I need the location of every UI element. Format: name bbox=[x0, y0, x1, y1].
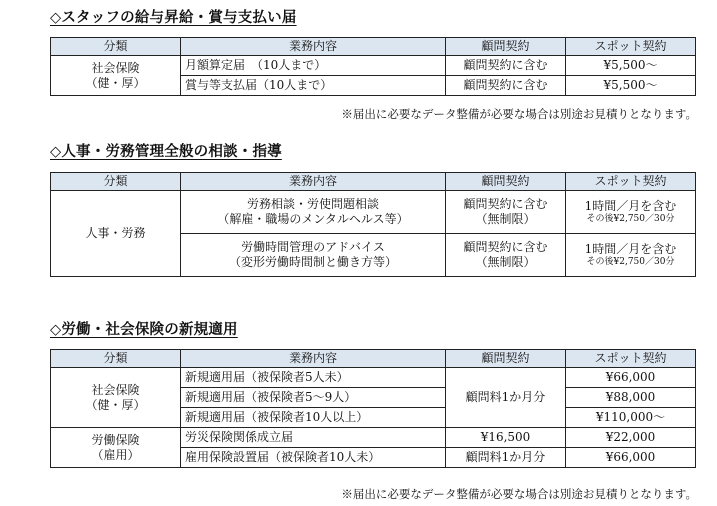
category-line1: 労働保険 bbox=[91, 432, 140, 447]
task-cell: 労災保険関係成立届 bbox=[181, 428, 446, 448]
task-cell bbox=[181, 191, 446, 234]
category-line1: 社会保険 bbox=[91, 382, 140, 397]
task-cell bbox=[181, 234, 446, 277]
spot-cell: ¥66,000 bbox=[566, 448, 696, 468]
spot-cell: ¥22,000 bbox=[566, 428, 696, 448]
salary-fee-table bbox=[50, 37, 696, 96]
category-line2: （雇用） bbox=[91, 447, 140, 462]
advisory-cell bbox=[446, 191, 566, 234]
task-cell: 賞与等支払届（10人まで） bbox=[181, 76, 446, 96]
footnote-data-preparation: ※届出に必要なデータ整備が必要な場合は別途お見積りとなります。 bbox=[341, 107, 697, 121]
spot-cell: ¥5,500～ bbox=[566, 56, 696, 76]
category-cell: 人事・労務 bbox=[51, 191, 181, 277]
spot-line2: その後¥2,750／30分 bbox=[586, 257, 675, 267]
task-cell: 月額算定届 （10人まで） bbox=[181, 56, 446, 76]
footnote-data-preparation: ※届出に必要なデータ整備が必要な場合は別途お見積りとなります。 bbox=[341, 487, 697, 501]
table-row bbox=[51, 428, 696, 448]
table-row bbox=[51, 56, 696, 76]
advisory-cell: 顧問契約に含む bbox=[446, 76, 566, 96]
spot-cell bbox=[566, 191, 696, 234]
header-spot: スポット契約 bbox=[566, 173, 696, 191]
section-title-consulting: ◇人事・労務管理全般の相談・指導 bbox=[50, 143, 282, 160]
spot-cell bbox=[566, 234, 696, 277]
header-advisory: 顧問契約 bbox=[446, 350, 566, 368]
header-category: 分類 bbox=[51, 350, 181, 368]
header-category: 分類 bbox=[51, 38, 181, 56]
section-title-salary: ◇スタッフの給与昇給・賞与支払い届 bbox=[50, 9, 297, 26]
advisory-cell: 顧問料1か月分 bbox=[446, 368, 566, 428]
advisory-line1: 顧問契約に含む bbox=[463, 197, 548, 211]
header-spot: スポット契約 bbox=[566, 350, 696, 368]
task-cell: 雇用保険設置届（被保険者10人未） bbox=[181, 448, 446, 468]
spot-cell: ¥110,000～ bbox=[566, 408, 696, 428]
task-line2: （変形労働時間制と働き方等） bbox=[228, 255, 397, 269]
category-line1: 社会保険 bbox=[91, 60, 140, 75]
task-line1: 労働時間管理のアドバイス bbox=[241, 240, 385, 254]
category-line2: （健・厚） bbox=[85, 75, 146, 90]
advisory-cell: 顧問契約に含む bbox=[446, 56, 566, 76]
task-cell: 新規適用届（被保険者5人未） bbox=[181, 368, 446, 388]
header-task: 業務内容 bbox=[181, 173, 446, 191]
category-cell bbox=[51, 368, 181, 428]
spot-cell: ¥66,000 bbox=[566, 368, 696, 388]
task-line1: 労務相談・労使問題相談 bbox=[246, 197, 379, 211]
spot-line2: その後¥2,750／30分 bbox=[586, 214, 675, 224]
table-header-row bbox=[51, 350, 696, 368]
header-category: 分類 bbox=[51, 173, 181, 191]
spot-cell: ¥88,000 bbox=[566, 388, 696, 408]
advisory-line2: （無制限） bbox=[475, 212, 536, 226]
task-line2: （解雇・職場のメンタルヘルス等） bbox=[217, 212, 409, 226]
table-row bbox=[51, 368, 696, 388]
header-task: 業務内容 bbox=[181, 38, 446, 56]
registration-fee-table bbox=[50, 349, 696, 468]
advisory-cell: 顧問料1か月分 bbox=[446, 448, 566, 468]
section-title-new-registration: ◇労働・社会保険の新規適用 bbox=[50, 321, 238, 338]
task-cell: 新規適用届（被保険者5～9人） bbox=[181, 388, 446, 408]
category-cell bbox=[51, 428, 181, 468]
spot-line1: 1時間／月を含む bbox=[584, 242, 677, 256]
advisory-line1: 顧問契約に含む bbox=[463, 240, 548, 254]
table-header-row bbox=[51, 38, 696, 56]
table-header-row bbox=[51, 173, 696, 191]
category-line2: （健・厚） bbox=[85, 397, 146, 412]
spot-cell: ¥5,500～ bbox=[566, 76, 696, 96]
header-advisory: 顧問契約 bbox=[446, 173, 566, 191]
header-task: 業務内容 bbox=[181, 350, 446, 368]
spot-line1: 1時間／月を含む bbox=[584, 199, 677, 213]
advisory-cell bbox=[446, 234, 566, 277]
task-cell: 新規適用届（被保険者10人以上） bbox=[181, 408, 446, 428]
header-advisory: 顧問契約 bbox=[446, 38, 566, 56]
advisory-cell: ¥16,500 bbox=[446, 428, 566, 448]
table-row bbox=[51, 191, 696, 234]
advisory-line2: （無制限） bbox=[475, 255, 536, 269]
consulting-fee-table bbox=[50, 172, 696, 277]
category-cell bbox=[51, 56, 181, 96]
header-spot: スポット契約 bbox=[566, 38, 696, 56]
